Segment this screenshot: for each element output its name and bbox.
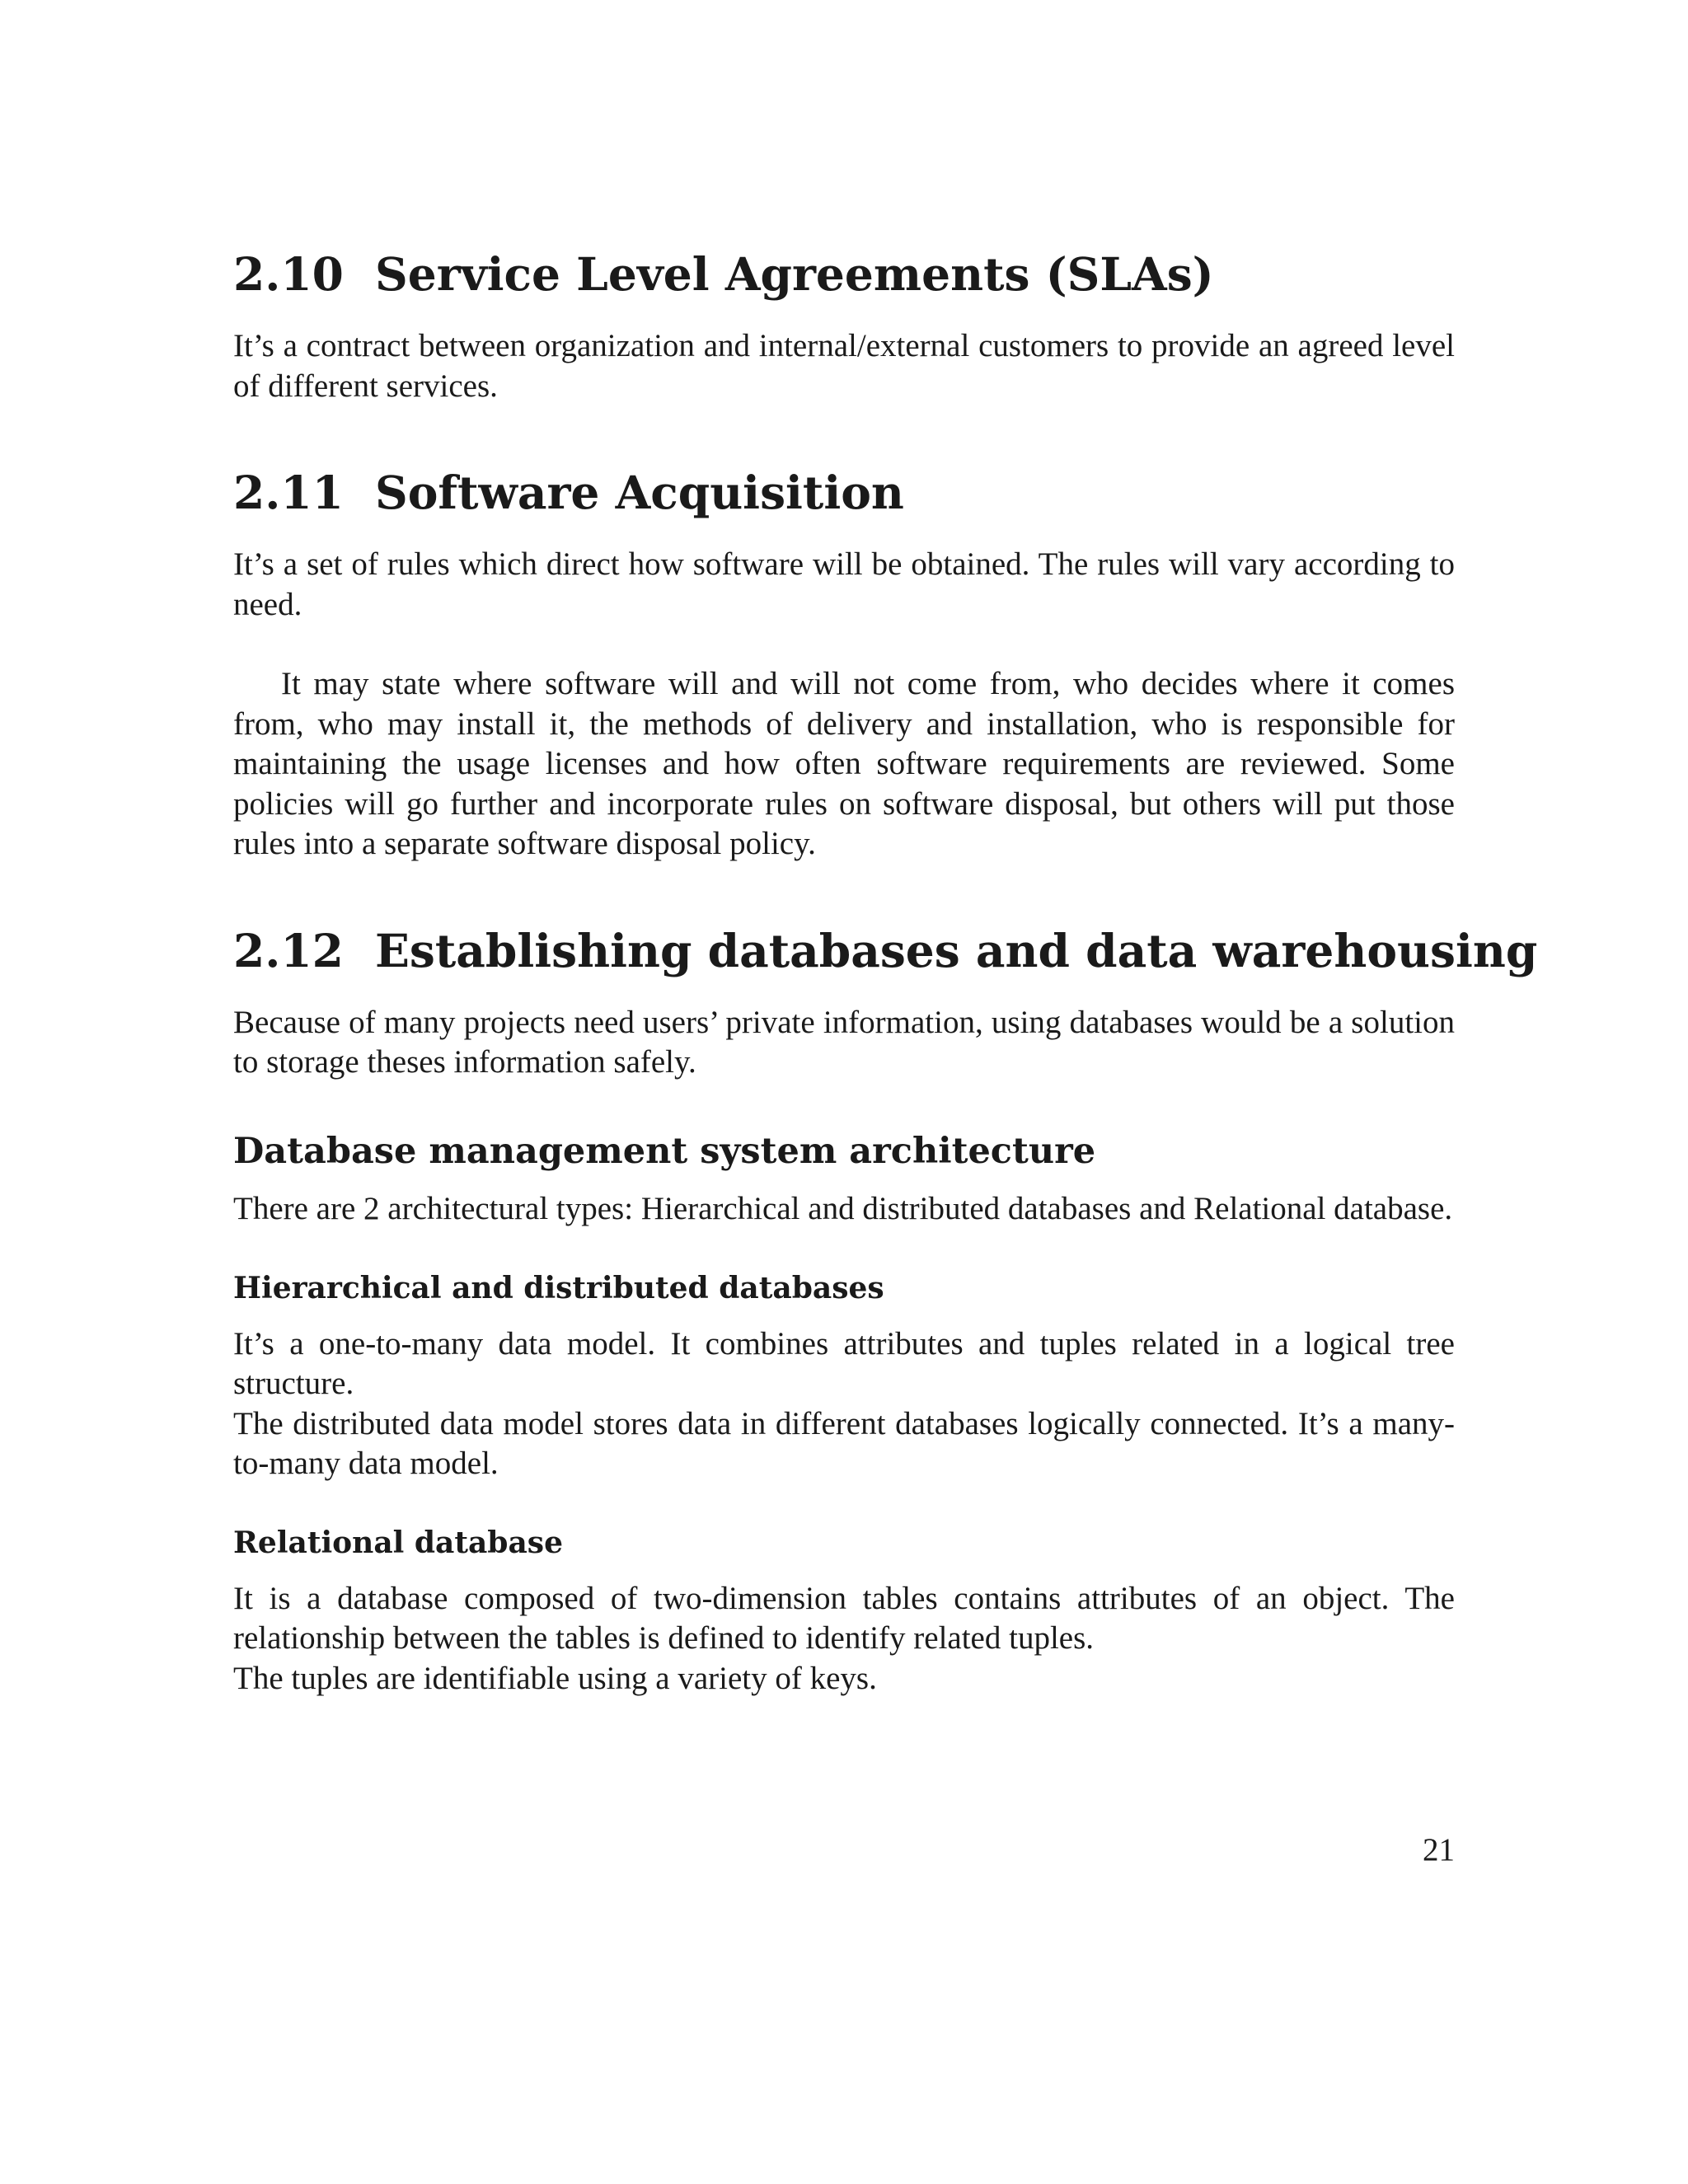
paragraph: There are 2 architectural types: Hierarchical and distributed databases and Relational database. xyxy=(233,1191,1453,1227)
paragraph: It may state where software will and will not come from, who decides where it comes from, who may install it, the methods of delivery and installation, who is responsible for maintaining the usage licenses and how often software requirements are reviewed. Some policies will go further and incorporate rules on software disposal, but others will put those rules into a separate software disposal policy. xyxy=(233,666,1455,861)
page-content xyxy=(233,247,1538,1699)
text-line: The distributed data model stores data in different databases logically connected. It’s a many-to-many data model. xyxy=(233,1405,1455,1482)
paragraph: Because of many projects need users’ private information, using databases would be a solution to storage theses information safely. xyxy=(233,1004,1455,1080)
paragraph xyxy=(233,1579,1455,1699)
section-number: 2.10 xyxy=(233,247,344,301)
section-heading-2-12 xyxy=(233,923,1538,978)
section-title: Service Level Agreements (SLAs) xyxy=(375,247,1214,301)
section-title: Establishing databases and data warehousing xyxy=(375,923,1538,977)
section-number: 2.11 xyxy=(233,466,344,519)
subsubsection-heading: Relational database xyxy=(233,1525,563,1560)
subsubsection-heading: Hierarchical and distributed databases xyxy=(233,1270,884,1305)
paragraph: It’s a contract between organization and internal/external customers to provide an agreed level of different services. xyxy=(233,328,1455,404)
text-line: It is a database composed of two-dimension tables contains attributes of an object. The relationship between the tables is defined to identify related tuples. xyxy=(233,1580,1455,1657)
subsection-heading: Database management system architecture xyxy=(233,1130,1096,1172)
paragraph xyxy=(233,1324,1455,1484)
section-heading-2-11 xyxy=(233,466,1455,520)
paragraph: It’s a set of rules which direct how software will be obtained. The rules will vary according to need. xyxy=(233,546,1455,622)
text-line: It’s a one-to-many data model. It combines attributes and tuples related in a logical tree structure. xyxy=(233,1325,1455,1402)
section-heading-2-10 xyxy=(233,247,1455,302)
section-title: Software Acquisition xyxy=(375,466,904,519)
text-line: The tuples are identifiable using a variety of keys. xyxy=(233,1660,877,1696)
page-number: 21 xyxy=(1423,1832,1455,1868)
section-number: 2.12 xyxy=(233,923,344,977)
